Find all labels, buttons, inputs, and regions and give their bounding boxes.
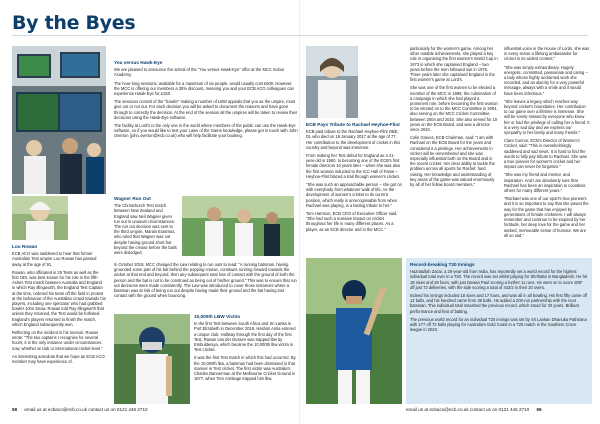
column-4-paragraph: "She was my friend and mentor, and inspiration. And I am absolutely sure that Rachael has been an inspiration to countless others for many different years." — [504, 172, 586, 194]
hawkeye-paragraph: The sessions consist of the "bowler" making a number of LBW appeals that you as the umpire, must give out or not out. For each decision you will be asked to document the reasons and have gone through to correctly the decision. At the end of the session all the umpires will be taken to review their decisions using the Hawk-Eye software. — [114, 99, 298, 120]
heyhoe-flint-article — [306, 122, 402, 254]
hawkeye-paragraph: The hour-long sessions, available for a maximum of six people, would usually cost £600. However, the MCC is offering our members a 30% discount, meaning you and your ECB ACO colleagues can experience Hawk-Eye for £150. — [114, 80, 294, 97]
lou-rowan-paragraph: ECB ACO was saddened to hear that former Australian Test umpire Lou Rowan has passed away at the age of 91. — [12, 251, 97, 267]
wagner-continued — [114, 262, 298, 312]
batsman-celebrating — [306, 258, 402, 404]
page-fold — [299, 0, 300, 424]
hawkeye-paragraph: The facility at Lord's is the only one in the world where members of the public can use the Hawk-Eye software, so if you would like to test your Laws of the Game knowledge, please get in touch with John Overton (john.overton@ecb.co.uk) who will help facilitate your booking. — [114, 123, 298, 139]
column-3-paragraph: She was one of the first women to be elected a member of the MCC in 1999, the culmination of a campaign in which she had played a prominent role, before becoming the first woman to be elected on to the MCC Committee in 2004, also serving on the MCC Cricket Committee between 2004 and 2010. She also served for 10 years on the ECB Board, and was a director since 2010. — [410, 85, 498, 133]
heyhoe-flint-paragraph: ECB paid tribute to the Rachael Heyhoe-Flint OBE, DL who died on 18 January 2017 at the age of 77. Her contribution to the development of cricket in this country and beyond was immense. — [306, 129, 401, 150]
page-number-right: 59 — [536, 407, 542, 412]
record-heading: Record-breaking T20 Innings — [410, 262, 475, 267]
footer-left — [12, 407, 148, 412]
column-4-paragraph: Clare Connor, ECB's Director of Women's Cricket, said: "This is overwhelmingly saddened and sad news. It is hard to find the words to fully pay tribute to Rachael. She was a true pioneer for women's cricket and her impact can never be forgotten." — [504, 138, 587, 170]
lou-rowan-portrait — [12, 196, 68, 240]
heyhoe-flint-paragraph: "She was such an approachable person – she got on with everybody from whatever walk of life. As the development of women's cricket to its current position, which really is unrecognisable from when Rachael was playing, is a lasting tribute to her." — [306, 182, 402, 208]
heyhoe-flint-paragraph: Tom Harrison, ECB CEO of Executive Officer said: "She had such a massive impact on cricket throughout her life in many different places. As a player, as an ECB director and in the MCC." — [306, 211, 398, 232]
column-3-paragraph: Colin Graves, ECB Chairman, said: "I am with Rachael on the ECB Board for the years and considered it a privilege. Her achievements in cricket will be remembered and she was especially influential both on the Board and in the recent cricket. Her clear ability to tackle the problem across all sports for Rachel: fund raising. Her knowledge and understanding of key areas of the game was valued enormously by all of her fellow board members." — [410, 135, 495, 188]
lbw-paragraph: It was the first Test match in which this had occurred. By the 10,000th lbw, a batsman had been dismissed in that manner in Test cricket. The first victim was Australia's Charles Bannerman at the Melbourne Cricket Ground in 1877, when Tom Armitage trapped him lbw. — [194, 355, 296, 382]
hawkeye-heading: You versus Hawk-Eye — [114, 60, 163, 65]
footer-right — [406, 407, 542, 412]
heyhoe-flint-heading: ECB Pays Tribute to Rachael Heyhoe-Flint — [306, 122, 400, 127]
title-rule — [12, 35, 588, 36]
column-4-paragraph: "She leaves a legacy which reaches way beyond cricket's boundaries. Her contribution to our game over a lifetime is immense. She will be sorely missed by everyone who knew her or had the privilege of calling her a friend. It is a very sad day and we express our sympathy to her family and many friends." — [504, 98, 590, 136]
wagner-article — [114, 196, 178, 258]
record-article — [410, 262, 588, 400]
heyhoe-flint-portrait — [306, 46, 358, 118]
lbw-paragraph: In the first Test between South Africa and Sri Lanka in Port Elizabeth in December 2019, Hashim Amla entered a unique club. Halfway through the first day of the first Test, Rassie van der Dussen was trapped lbw by Embuldeniya, which became the 10,000th lbw victim in Test cricket. — [194, 321, 296, 353]
record-paragraph: The previous world record for an individual T20 innings was set by Sri Lankan Dhanuka Pathirana with 277 off 72 balls playing for Australia's Gold Coast in a T20 match in the Southern Cross league in 2020. — [410, 316, 587, 333]
heyhoe-flint-photo — [306, 46, 358, 118]
lbw-heading: 10,000th LBW Victim — [194, 314, 241, 319]
lbw-article — [194, 314, 296, 404]
column-3-paragraph: particularly for the women's game. Among her other notable achievements, she played a key role in organising the first women's World Cup in 1973 in which she captained England – two years before the men followed suit in 1975. Three years later she captained England in the first women's game at Lord's. — [410, 46, 498, 83]
batsman-illustration — [114, 314, 190, 404]
lou-rowan-photo — [12, 196, 68, 240]
heyhoe-flint-column-3 — [410, 46, 498, 252]
column-4-paragraph: influential voice in the House of Lords, she was in every sense a lifelong ambassador for cricket in its widest context." — [504, 46, 590, 62]
heyhoe-flint-paragraph: From making her Test debut for England as a 21-year-old in 1960, to becoming one of the ECB's first female directors 10 years later – when she was also the first woman inducted to the ICC Hall of Fame – Heyhoe-Flint blazed a trail through women's cricket. — [306, 153, 401, 179]
lou-rowan-article — [12, 244, 106, 404]
record-paragraph: Hazratullah Zazai, a 20-year-old from India, has reportedly set a world record for the highest individual total ever in a T20. The record was set whilst playing for Shrihatta in Bangladesh. He hit 18 sixes and 29 fours, with just Dewan Paul scoring a further 11 runs. He went on to score 300* off just 72 deliveries, with the side scoring a total of 443/2 in their 20 overs. — [410, 269, 587, 290]
hawkeye-photo — [12, 46, 106, 194]
column-4-paragraph: "She was simply extraordinary. Hugely energetic, committed, passionate and caring – a lady whose highly acclaimed work she recorded, and an alacrity for a very powerful message, always with a smile and it would have been infectious." — [504, 64, 588, 96]
hawkeye-paragraph: We are pleased to announce the arrival of the "You versus Hawk-Eye" offer at the MCC Indoor Academy. — [114, 67, 285, 78]
lbw-photo — [114, 314, 190, 404]
record-photo — [306, 258, 402, 404]
page-number-left: 58 — [12, 407, 18, 412]
footer-contact-right: email us at ecbaco@ecb.co.uk contact us on 0121 446 2710 — [406, 407, 530, 412]
wagner-photo — [182, 196, 294, 256]
wagner-paragraph: In October 2019, MCC changed the Law relating to run outs to read: "A running batsman, having grounded some part of his bat behind the popping crease, continues running forward towards the wicket at that end and beyond, then any subsequent total loss of contact with the ground of both the person and the bat is not to be construed as being out of his/her ground." This was to ensure that run out decisions were made consistently. The Law was introduced to cover those instances where a batsman was at risk of being run out despite having made their ground and the bat having lost contact with the ground when bouncing. — [114, 262, 297, 299]
lou-rowan-paragraph: Reflecting on the incident in his memoir, Rowan wrote: "The two captains I recognise for several hours, it is the only instance under circumstances now, whether at club or international cricket level." — [12, 330, 103, 351]
column-4-paragraph: "Rachael was one of our sport's true pioneers and it is so important to say that she paved the way for the game that has enjoyed by generations of female cricketers. I will always remember and continue to be inspired by her fortitude, her deep love for the game and her wicked, memorable sense of humour. We are all so sad." — [504, 196, 589, 238]
wagner-paragraph: The Christchurch Test match between New Zealand and England saw Neil Wagner given run out in unusual circumstances. The run out decision was sent to the third umpire, Marais Erasmus, who ruled that Wagner was not despite having ground short but beyond the crease before the bails were dislodged. — [114, 203, 177, 256]
wagner-heading: Wagner Run Out — [114, 196, 151, 201]
hawkeye-illustration — [12, 46, 106, 194]
heyhoe-flint-column-4 — [504, 46, 590, 252]
footer-contact-left: email us at ecbaco@ecb.co.uk contact us on 0121 446 2710 — [24, 407, 148, 412]
lou-rowan-paragraph: An interesting anecdote that we hope an ECB ACO member may have experience of. — [12, 353, 105, 365]
page-title: By the Byes — [12, 12, 136, 34]
lou-rowan-paragraph: Rowan, who officiated in 25 Tests as well as the first ODI, was best known for his role in the fifth Ashes Test match between Australia and England in which Ray Illingworth, the England Test Captain at the time, ordered his team off the field in protest at the behaviour of the Australian crowd towards his players, including one spectator who had grabbed bowler John Snow. Rowan told Ray Illingworth that unless they returned, the Test would be forfeited. England's players returned to finish the match, which England subsequently won. — [12, 269, 106, 327]
record-paragraph: Indeed his innings included 18 sixes and 17 fours, and was all in all bowling. His first fifty came off 12 balls, and his hundred came from 38 balls. He added a 200-run partnership with the next batsman. This individual total smashed the previous record, which stood for 20 years. Brilliant performance and feat of batting. — [410, 293, 587, 314]
lou-rowan-heading: Lou Rowan — [12, 244, 38, 249]
wagner-celebration — [182, 196, 294, 256]
